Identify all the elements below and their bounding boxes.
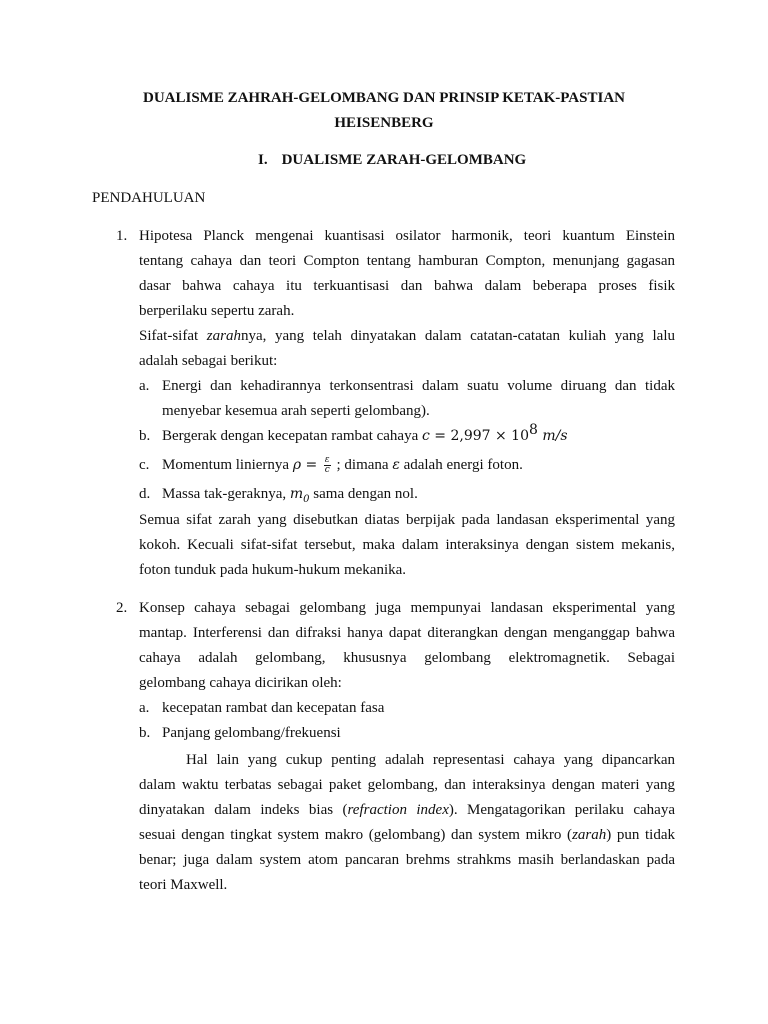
- item-2-p2-line: Hal lain yang cukup penting adalah representasi cahaya yang dipancarkan: [186, 752, 675, 768]
- item-2-p2-line: dinyatakan dalam indeks bias (refraction index). Mengatagorikan perilaku cahaya: [139, 802, 675, 818]
- section-title: DUALISME ZARAH-GELOMBANG: [281, 152, 527, 168]
- item-1-list-b: Bergerak dengan kecepatan rambat cahaya $c = 2,997 \times 10^8$ m/s: [162, 422, 568, 444]
- item-2-number: 2.: [116, 600, 128, 616]
- item-1-list-c: Momentum liniernya ρ = $\frac{\varepsilon}{c}$ ; dimana ε adalah energi foton.: [162, 455, 523, 476]
- title-line-1: DUALISME ZAHRAH-GELOMBANG DAN PRINSIP KETAK-PASTIAN: [143, 90, 625, 106]
- item-2-p2-line: teori Maxwell.: [139, 877, 228, 893]
- item-2-list-b: Panjang gelombang/frekuensi: [162, 725, 341, 741]
- item-1-p1-line: berperilaku sepertu zarah.: [139, 303, 295, 319]
- item-1-list-a-letter: a.: [139, 378, 150, 394]
- item-1-list-d-letter: d.: [139, 486, 151, 502]
- item-2-p1-line: mantap. Interferensi dan difraksi hanya dapat diterangkan dengan menganggap bahwa: [139, 625, 675, 641]
- momentum-equation: ρ = $\frac{\varepsilon}{c}$: [292, 455, 330, 476]
- item-1-list-d: Massa tak-geraknya, $m_0$ sama dengan nol.: [162, 486, 418, 505]
- item-2-p2-line: benar; juga dalam system atom pancaran brehms strahkms masih berlandaskan pada: [139, 852, 675, 868]
- item-1-number: 1.: [116, 228, 128, 244]
- subheading: PENDAHULUAN: [92, 190, 206, 206]
- item-2-list-b-letter: b.: [139, 725, 151, 741]
- item-1-p2-line-2: adalah sebagai berikut:: [139, 353, 278, 369]
- item-2-p1-line: Konsep cahaya sebagai gelombang juga mempunyai landasan eksperimental yang: [139, 600, 675, 616]
- section-number: I.: [258, 152, 268, 168]
- zarah-italic: zarah: [572, 827, 607, 843]
- refraction-index-italic: refraction index: [347, 802, 449, 818]
- item-2-p2-line: sesuai dengan tingkat system makro (gelombang) dan system mikro (zarah) pun tidak: [139, 827, 675, 843]
- epsilon-over-c-fraction: $\frac{\varepsilon}{c}$: [324, 455, 330, 476]
- speed-of-light-equation: $c = 2,997 \times 10^8$ m/s: [422, 422, 568, 444]
- item-2-p1-line: gelombang cahaya dicirikan oleh:: [139, 675, 342, 691]
- rest-mass-symbol: $m_0$: [289, 486, 310, 505]
- item-1-list-c-letter: c.: [139, 457, 150, 473]
- item-1-p3-line: Semua sifat zarah yang disebutkan diatas berpijak pada landasan eksperimental yang: [139, 512, 675, 528]
- zarah-italic: zarah: [206, 328, 241, 344]
- item-1-p3-line: foton tunduk pada hukum-hukum mekanika.: [139, 562, 407, 578]
- item-1-p1-line: Hipotesa Planck mengenai kuantisasi osilator harmonik, teori kuantum Einstein: [139, 228, 675, 244]
- section-heading: [258, 150, 526, 170]
- item-1-list-b-letter: b.: [139, 428, 151, 444]
- item-1-p1-line: tentang cahaya dan teori Compton tentang hamburan Compton, menunjang gagasan: [139, 253, 675, 269]
- item-2-p1-line: cahaya adalah gelombang, khususnya gelombang elektromagnetik. Sebagai: [139, 650, 675, 666]
- item-1-list-a-line-2: menyebar kesemua arah seperti gelombang).: [162, 403, 430, 419]
- item-1-p3-line: kokoh. Kecuali sifat-sifat tersebut, maka dalam interaksinya dengan sistem mekanis,: [139, 537, 675, 553]
- item-2-p2-line: dalam waktu terbatas sebagai paket gelombang, dan interaksinya dengan materi yang: [139, 777, 675, 793]
- title-line-2: HEISENBERG: [334, 115, 434, 131]
- item-1-list-a-line-1: Energi dan kehadirannya terkonsentrasi dalam suatu volume diruang dan tidak: [162, 378, 675, 394]
- item-1-p2-line-1: Sifat-sifat zarahnya, yang telah dinyatakan dalam catatan-catatan kuliah yang lalu: [139, 328, 676, 344]
- item-2-list-a-letter: a.: [139, 700, 150, 716]
- item-1-p1-line: dasar bahwa cahaya itu terkuantisasi dan bahwa dalam beberapa proses fisik: [139, 278, 675, 294]
- item-2-list-a: kecepatan rambat dan kecepatan fasa: [162, 700, 385, 716]
